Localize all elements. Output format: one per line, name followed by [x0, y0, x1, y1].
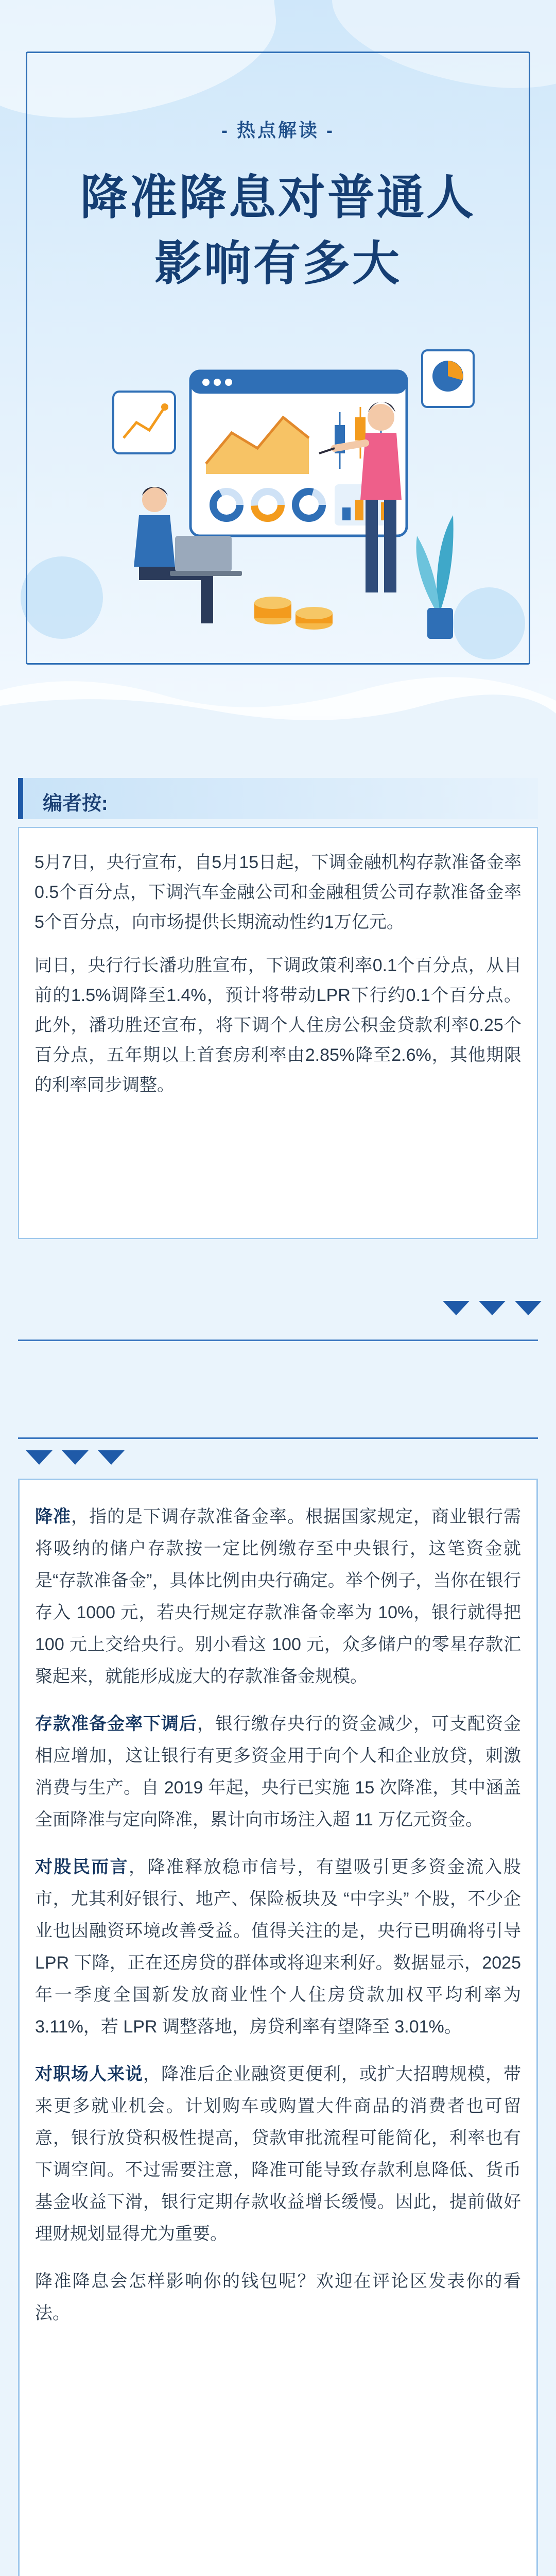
section-divider	[18, 1340, 538, 1341]
hero-tag-line: - 热点解读 -	[221, 120, 335, 141]
chevron-decoration	[443, 1301, 542, 1315]
chevron-down-icon	[98, 1450, 125, 1465]
business-analytics-illustration	[77, 330, 479, 649]
chevron-decoration	[26, 1450, 125, 1465]
page-title	[0, 165, 556, 297]
paragraph-text: 降准降息会怎样影响你的钱包呢？欢迎在评论区发表你的看法。	[35, 2272, 521, 2323]
editor-note-heading	[18, 778, 538, 819]
hero-banner	[0, 0, 556, 716]
paragraph-text: ，降准后企业融资更便利，或扩大招聘规模，带来更多就业机会。计划购车或购置大件商品的消费者也可留意，银行放贷积极性提高，贷款审批流程可能简化，利率也有下调空间。不过需要注意，降准可能导致存款利息降低、货币基金收益下滑，银行定期存款收益增长缓慢。因此，提前做好理财规划显得尤为重要。	[35, 2064, 521, 2244]
paragraph-lead: 对股民而言	[35, 1857, 129, 1877]
section-divider	[18, 1437, 538, 1439]
article-paragraph	[35, 1501, 521, 1692]
chevron-down-icon	[26, 1450, 53, 1465]
chevron-down-icon	[62, 1450, 89, 1465]
title-line-2: 影响有多大	[154, 238, 402, 290]
chevron-down-icon	[515, 1301, 542, 1315]
chevron-down-icon	[479, 1301, 506, 1315]
paragraph-text: ，银行缴存央行的资金减少，可支配资金相应增加，这让银行有更多资金用于向个人和企业放贷，刺激消费与生产。自 2019 年起，央行已实施 15 次降准，其中涵盖全面降准与定向降准，累计向市场注入超 11 万亿元资金。	[35, 1714, 521, 1829]
paragraph-lead: 存款准备金率下调后	[35, 1714, 197, 1734]
paragraph-lead: 对职场人来说	[35, 2064, 143, 2084]
editor-note-box	[18, 827, 538, 1239]
decorative-wave	[0, 670, 556, 732]
article-paragraph	[35, 2058, 521, 2250]
editor-paragraph: 同日，央行行长潘功胜宣布，下调政策利率0.1个百分点，从目前的1.5%调降至1.4%，预计将带动LPR下行约0.1个百分点。此外，潘功胜还宣布，将下调个人住房公积金贷款利率0.25个百分点，五年期以上首套房利率由2.85%降至2.6%，其他期限的利率同步调整。	[34, 956, 522, 1095]
article-paragraph	[35, 2265, 521, 2329]
paragraph-text: ，降准释放稳市信号，有望吸引更多资金流入股市，尤其利好银行、地产、保险板块及 “中字头” 个股，不少企业也因融资环境改善受益。值得关注的是，央行已明确将引导 LPR 下降，正在还房贷的群体或将迎来利好。数据显示，2025 年一季度全国新发放商业性个人住房贷款加权平均利率为 3.11%，若 LPR 调整落地，房贷利率有望降至 3.01%。	[35, 1857, 521, 2037]
paragraph-lead: 降准	[35, 1507, 71, 1527]
article-paragraph	[35, 1851, 521, 2043]
editor-note-label: 编者按:	[43, 793, 108, 815]
article-paragraph	[35, 1708, 521, 1836]
article-body	[18, 1479, 538, 2576]
title-line-1: 降准降息对普通人	[80, 172, 476, 224]
paragraph-text: ，指的是下调存款准备金率。根据国家规定，商业银行需将吸纳的储户存款按一定比例缴存至中央银行，这笔资金就是“存款准备金”，具体比例由央行确定。举个例子，当你在银行存入 1000 元，若央行规定存款准备金率为 10%，银行就得把 100 元上交给央行。别小看这 100 元，众多储户的零星存款汇聚起来，就能形成庞大的存款准备金规模。	[35, 1507, 521, 1686]
editor-paragraph: 5月7日，央行宣布，自5月15日起，下调金融机构存款准备金率0.5个百分点，下调汽车金融公司和金融租赁公司存款准备金率5个百分点，向市场提供长期流动性约1万亿元。	[34, 853, 522, 932]
chevron-down-icon	[443, 1301, 470, 1315]
